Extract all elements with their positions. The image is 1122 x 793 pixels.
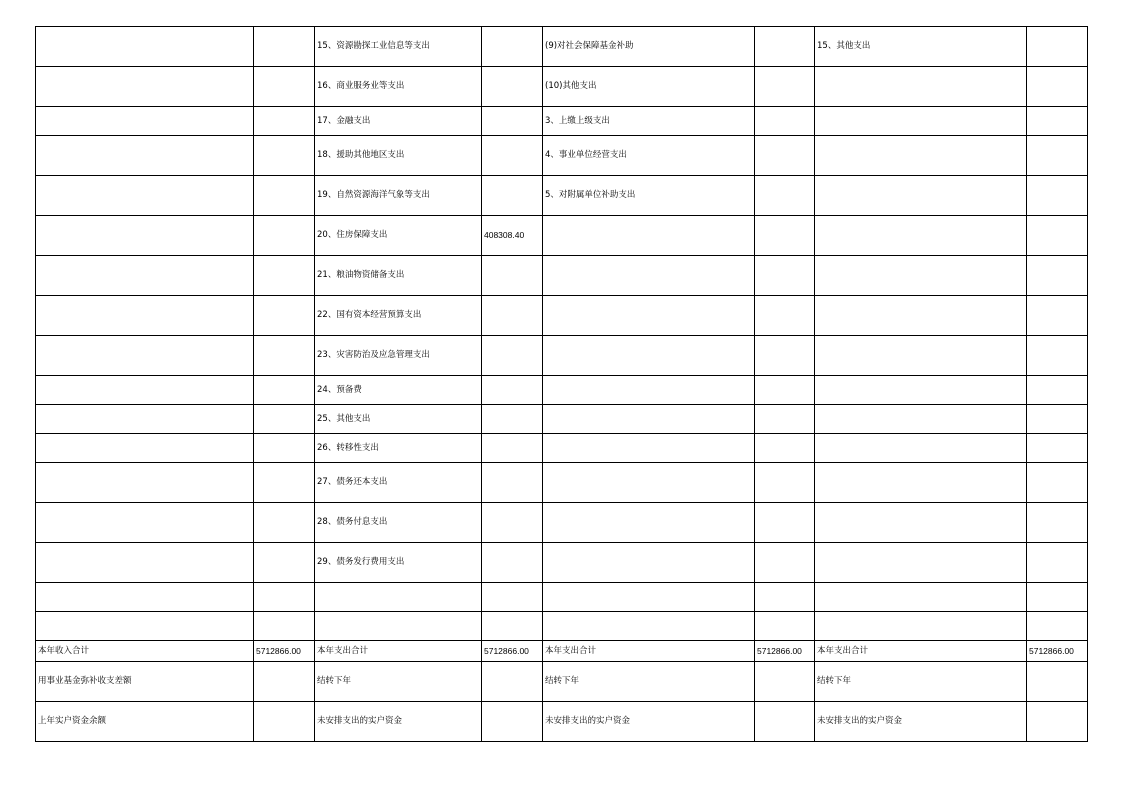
table-cell (815, 296, 1027, 336)
table-cell (1027, 67, 1088, 107)
table-cell (1027, 136, 1088, 176)
table-cell (815, 136, 1027, 176)
table-cell (254, 256, 315, 296)
table-cell (482, 702, 543, 742)
table-cell: 21、粮油物资储备支出 (315, 256, 482, 296)
table-cell (1027, 256, 1088, 296)
table-cell (755, 503, 815, 543)
table-cell (482, 543, 543, 583)
table-cell (815, 336, 1027, 376)
table-cell (815, 543, 1027, 583)
table-cell (1027, 434, 1088, 463)
table-cell (755, 256, 815, 296)
table-cell (254, 216, 315, 256)
table-cell: 5712866.00 (755, 641, 815, 662)
table-cell (254, 434, 315, 463)
table-cell (1027, 216, 1088, 256)
budget-table (35, 26, 1088, 742)
table-row (36, 702, 1088, 742)
table-cell (36, 67, 254, 107)
table-cell (482, 434, 543, 463)
table-cell (254, 27, 315, 67)
table-cell (815, 463, 1027, 503)
table-cell (36, 216, 254, 256)
table-cell: 5、对附属单位补助支出 (543, 176, 755, 216)
table-cell: 未安排支出的实户资金 (543, 702, 755, 742)
table-cell (815, 216, 1027, 256)
table-cell (254, 376, 315, 405)
table-cell: 未安排支出的实户资金 (815, 702, 1027, 742)
table-cell (482, 136, 543, 176)
table-cell (815, 405, 1027, 434)
table-row (36, 641, 1088, 662)
table-row (36, 67, 1088, 107)
table-cell (1027, 296, 1088, 336)
table-cell (315, 612, 482, 641)
table-row (36, 216, 1088, 256)
table-cell (1027, 612, 1088, 641)
table-cell: 5712866.00 (482, 641, 543, 662)
table-cell (36, 583, 254, 612)
table-cell (543, 216, 755, 256)
table-cell (755, 405, 815, 434)
table-cell (543, 463, 755, 503)
table-cell (1027, 583, 1088, 612)
table-cell: 5712866.00 (254, 641, 315, 662)
table-row (36, 662, 1088, 702)
table-cell (1027, 176, 1088, 216)
table-row (36, 434, 1088, 463)
table-cell (543, 434, 755, 463)
table-cell: 16、商业服务业等支出 (315, 67, 482, 107)
table-cell (482, 662, 543, 702)
table-cell: 本年支出合计 (315, 641, 482, 662)
table-cell (254, 612, 315, 641)
table-cell (755, 107, 815, 136)
table-cell (1027, 543, 1088, 583)
table-cell (1027, 376, 1088, 405)
table-cell (254, 176, 315, 216)
table-cell (543, 405, 755, 434)
table-cell (755, 583, 815, 612)
table-cell (254, 67, 315, 107)
table-cell (36, 176, 254, 216)
table-cell (755, 296, 815, 336)
table-row (36, 136, 1088, 176)
table-cell: 408308.40 (482, 216, 543, 256)
table-row (36, 405, 1088, 434)
table-cell (1027, 503, 1088, 543)
table-cell: 17、金融支出 (315, 107, 482, 136)
table-cell (482, 376, 543, 405)
table-cell: 结转下年 (543, 662, 755, 702)
table-cell (254, 296, 315, 336)
table-cell (815, 376, 1027, 405)
table-cell: 19、自然资源海洋气象等支出 (315, 176, 482, 216)
table-cell (1027, 662, 1088, 702)
table-cell: 27、债务还本支出 (315, 463, 482, 503)
table-cell (543, 543, 755, 583)
table-cell (482, 503, 543, 543)
table-cell: 4、事业单位经营支出 (543, 136, 755, 176)
table-cell: 本年收入合计 (36, 641, 254, 662)
table-cell (36, 405, 254, 434)
table-cell: 22、国有资本经营预算支出 (315, 296, 482, 336)
table-cell (482, 256, 543, 296)
table-cell (482, 463, 543, 503)
table-cell: (9)对社会保障基金补助 (543, 27, 755, 67)
table-cell (543, 336, 755, 376)
table-cell (36, 336, 254, 376)
table-cell (815, 67, 1027, 107)
table-cell (254, 336, 315, 376)
table-cell (315, 583, 482, 612)
table-row (36, 503, 1088, 543)
table-cell (1027, 702, 1088, 742)
table-cell: 上年实户资金余额 (36, 702, 254, 742)
table-cell (755, 543, 815, 583)
table-cell (254, 405, 315, 434)
table-cell (482, 296, 543, 336)
table-cell (815, 503, 1027, 543)
table-cell (482, 27, 543, 67)
table-cell (815, 583, 1027, 612)
table-cell (1027, 463, 1088, 503)
table-cell (543, 503, 755, 543)
table-cell: 本年支出合计 (815, 641, 1027, 662)
table-cell (755, 67, 815, 107)
table-row (36, 27, 1088, 67)
table-cell (36, 296, 254, 336)
table-cell (254, 107, 315, 136)
table-cell: 15、资源勘探工业信息等支出 (315, 27, 482, 67)
table-cell (482, 583, 543, 612)
table-cell (254, 662, 315, 702)
table-cell (755, 176, 815, 216)
table-row (36, 256, 1088, 296)
table-row (36, 612, 1088, 641)
table-cell (36, 256, 254, 296)
table-cell (543, 612, 755, 641)
table-cell: 本年支出合计 (543, 641, 755, 662)
table-cell (36, 107, 254, 136)
table-cell (36, 136, 254, 176)
table-cell (36, 612, 254, 641)
table-cell (755, 612, 815, 641)
table-cell (254, 702, 315, 742)
table-cell (36, 503, 254, 543)
table-cell (36, 376, 254, 405)
table-cell (543, 256, 755, 296)
table-cell (543, 583, 755, 612)
table-cell: 3、上缴上级支出 (543, 107, 755, 136)
table-row (36, 336, 1088, 376)
table-cell: 5712866.00 (1027, 641, 1088, 662)
table-cell (755, 702, 815, 742)
table-cell (815, 434, 1027, 463)
table-cell (36, 434, 254, 463)
table-cell (815, 256, 1027, 296)
table-cell (36, 543, 254, 583)
table-cell (482, 612, 543, 641)
table-cell: 18、援助其他地区支出 (315, 136, 482, 176)
table-row (36, 376, 1088, 405)
table-cell: 结转下年 (315, 662, 482, 702)
table-cell (1027, 107, 1088, 136)
table-cell: 15、其他支出 (815, 27, 1027, 67)
table-cell (755, 434, 815, 463)
table-row (36, 583, 1088, 612)
table-cell: 28、债务付息支出 (315, 503, 482, 543)
table-cell (755, 662, 815, 702)
table-cell (755, 27, 815, 67)
table-cell (755, 216, 815, 256)
table-cell (1027, 336, 1088, 376)
table-cell (254, 503, 315, 543)
table-cell (36, 27, 254, 67)
table-cell (543, 376, 755, 405)
table-cell (482, 107, 543, 136)
table-row (36, 463, 1088, 503)
table-body (36, 27, 1088, 742)
table-cell (815, 107, 1027, 136)
table-cell (815, 612, 1027, 641)
table-row (36, 176, 1088, 216)
table-cell (482, 67, 543, 107)
table-row (36, 107, 1088, 136)
table-cell: 29、债务发行费用支出 (315, 543, 482, 583)
table-row (36, 296, 1088, 336)
table-row (36, 543, 1088, 583)
table-cell (755, 336, 815, 376)
table-cell (482, 405, 543, 434)
table-cell: 结转下年 (815, 662, 1027, 702)
table-cell (36, 463, 254, 503)
table-cell (254, 136, 315, 176)
table-cell (755, 136, 815, 176)
table-cell: 26、转移性支出 (315, 434, 482, 463)
table-cell: 20、住房保障支出 (315, 216, 482, 256)
table-cell (482, 336, 543, 376)
table-cell (1027, 27, 1088, 67)
table-cell (755, 463, 815, 503)
table-cell (543, 296, 755, 336)
table-cell (815, 176, 1027, 216)
table-cell: 未安排支出的实户资金 (315, 702, 482, 742)
table-cell: 23、灾害防治及应急管理支出 (315, 336, 482, 376)
table-cell: 24、预备费 (315, 376, 482, 405)
table-cell (254, 583, 315, 612)
table-cell (254, 543, 315, 583)
table-cell (1027, 405, 1088, 434)
table-cell: (10)其他支出 (543, 67, 755, 107)
table-cell (482, 176, 543, 216)
table-cell: 25、其他支出 (315, 405, 482, 434)
table-cell: 用事业基金弥补收支差额 (36, 662, 254, 702)
table-cell (254, 463, 315, 503)
table-cell (755, 376, 815, 405)
